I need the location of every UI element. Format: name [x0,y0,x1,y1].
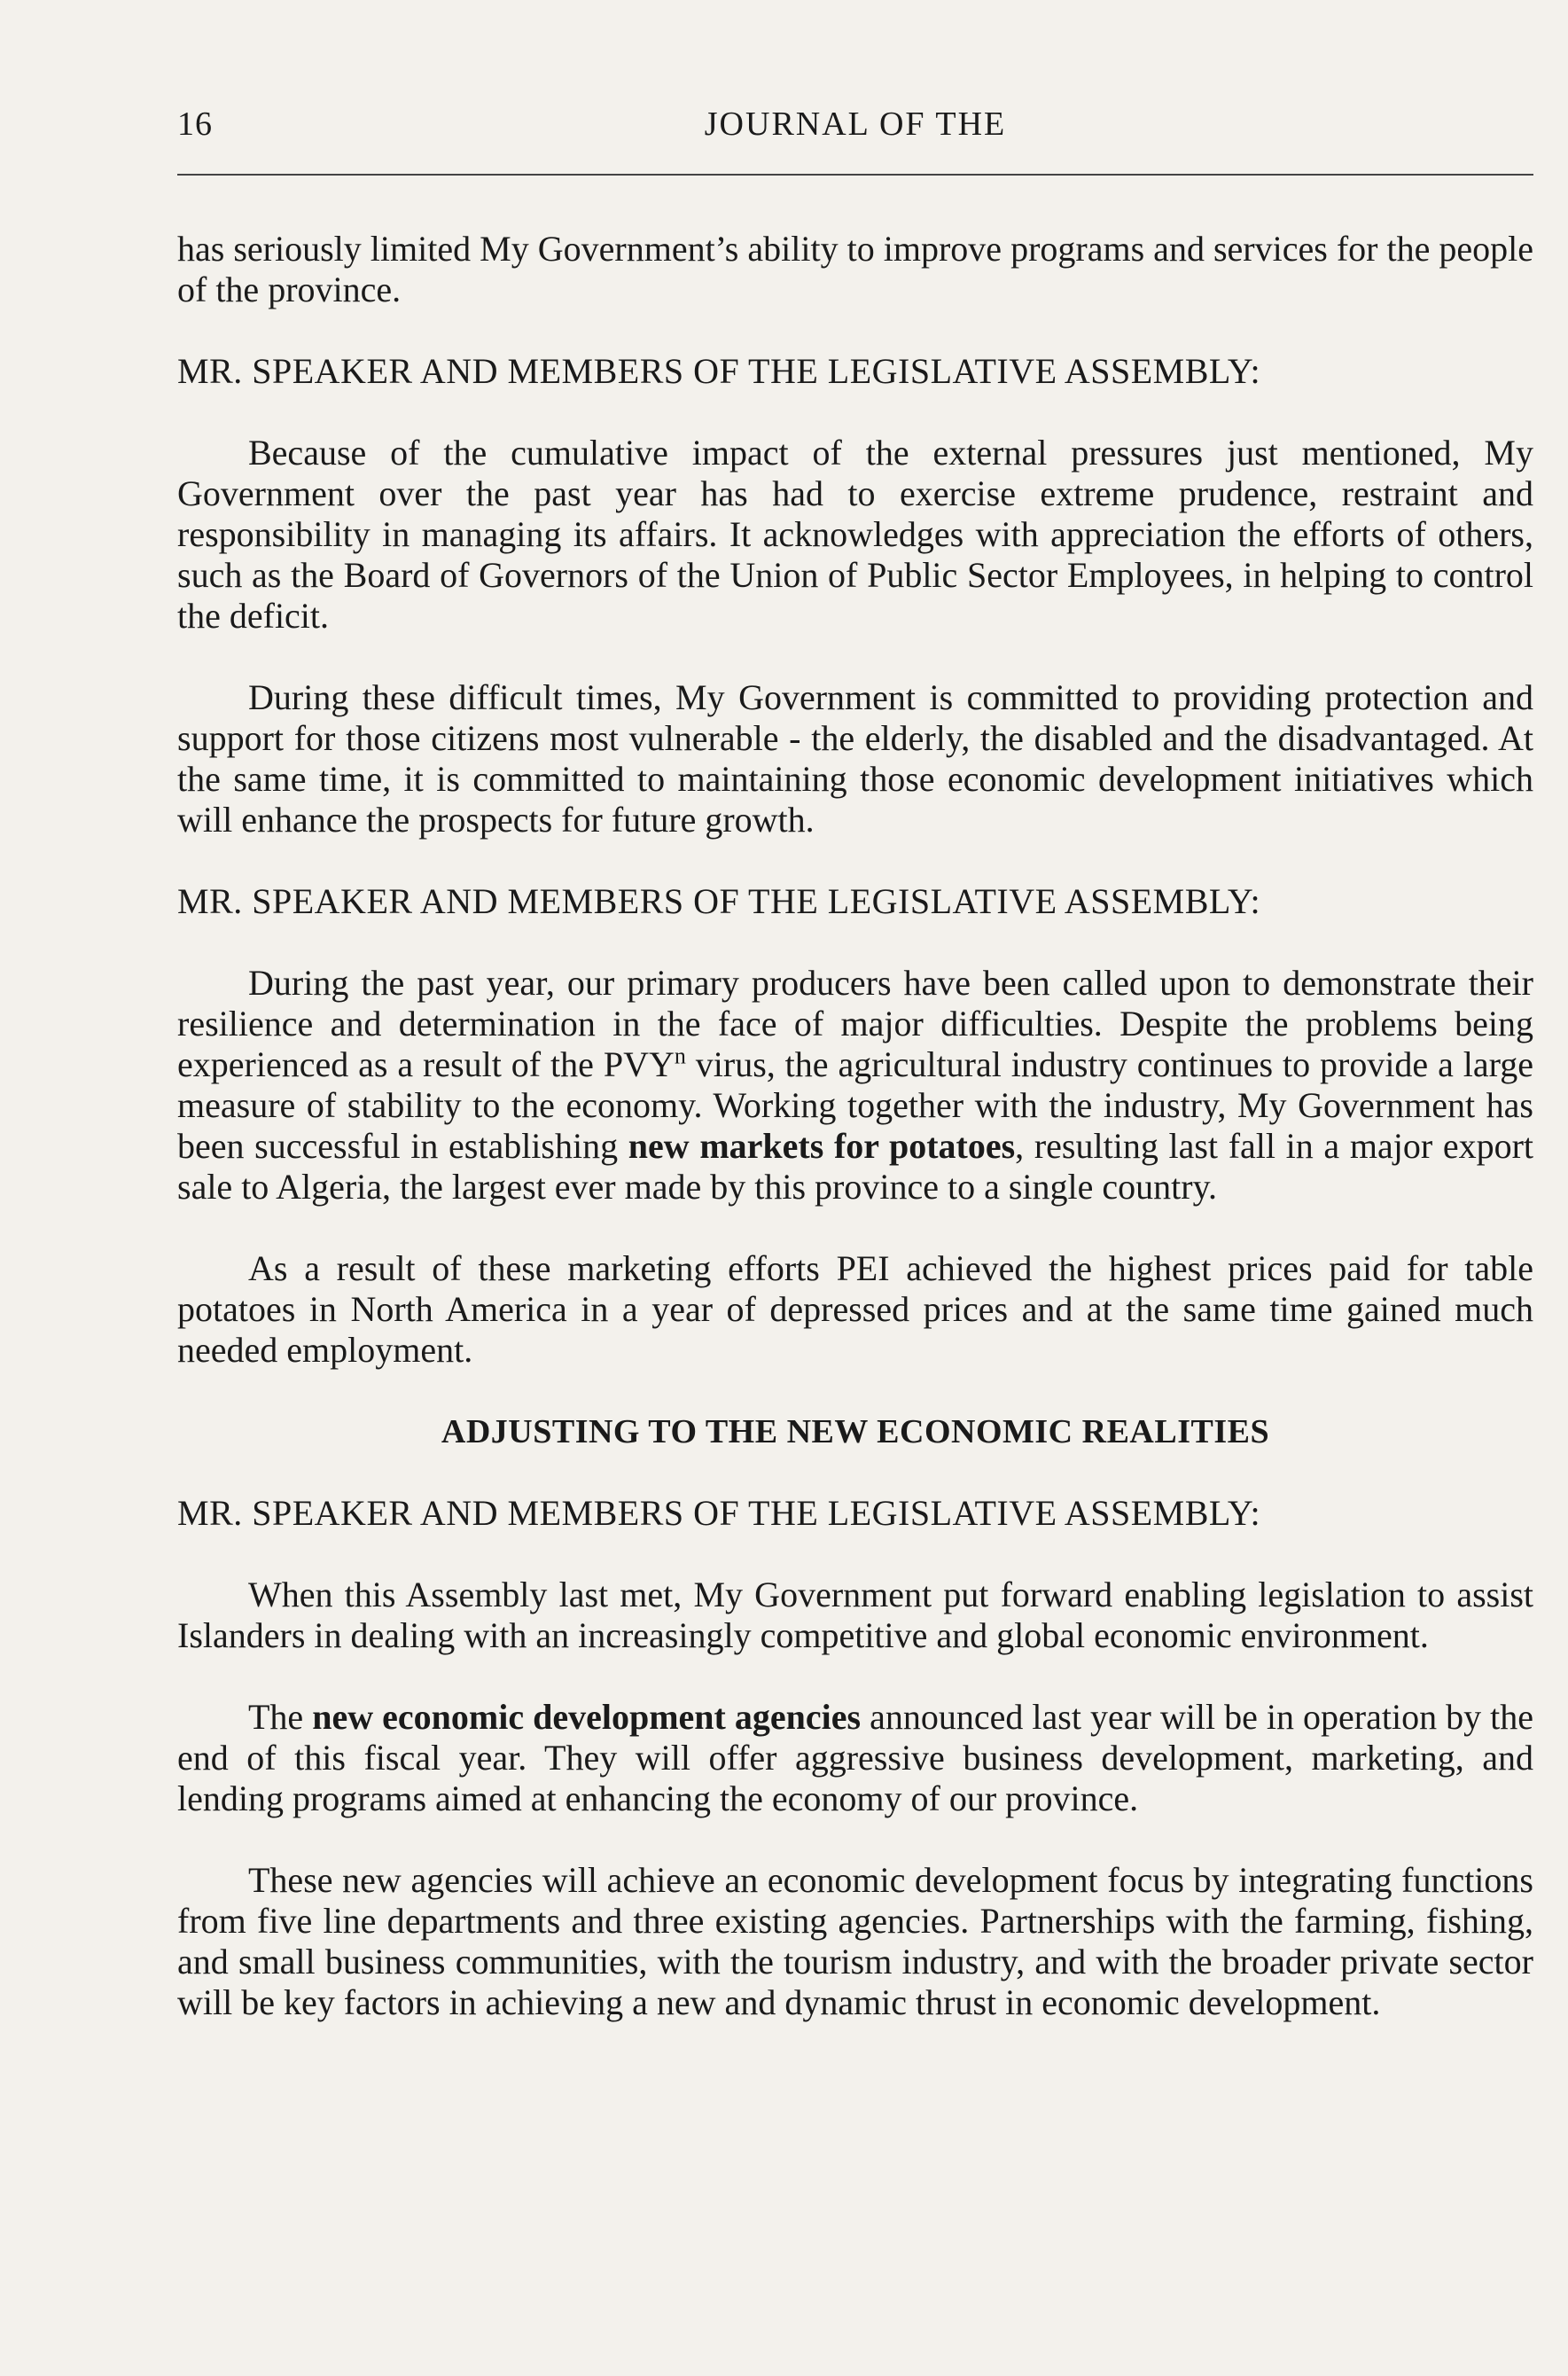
paragraph-primary-producers [177,963,1533,1208]
superscript: n [674,1043,686,1069]
text-run: , resulting last fall in a major export sale to Algeria, the largest ever made by this province to a single country. [177,1126,1534,1207]
page-header [177,105,1533,149]
text-run: During the past year, our primary producers have been called upon to demonstrate their resilience and determination in the face of major difficulties. Despite the problems being experienced as a result of the PVY [177,963,1533,1084]
speaker-address: MR. SPEAKER AND MEMBERS OF THE LEGISLATIVE ASSEMBLY: [177,881,1261,921]
text-run: announced last year will be in operation by the end of this fiscal year. They will offer aggressive business development, marketing, and lending programs aimed at enhancing the economy of our province. [177,1697,1533,1818]
journal-page [177,0,1533,2376]
speaker-address: MR. SPEAKER AND MEMBERS OF THE LEGISLATIVE ASSEMBLY: [177,1493,1261,1533]
speaker-address: MR. SPEAKER AND MEMBERS OF THE LEGISLATIVE ASSEMBLY: [177,351,1261,391]
bold-phrase: new markets for potatoes [628,1126,1016,1166]
paragraph-difficult-times: During these difficult times, My Government is committed to providing protection and support for those citizens most vulnerable - the elderly, the disabled and the disadvantaged. At the same time, it is committed to maintaining those economic development initiatives which will enhance the prospects for future growth. [177,677,1533,840]
bold-phrase: new economic development agencies [312,1697,862,1737]
header-rule [177,174,1533,176]
paragraph-integrating-functions: These new agencies will achieve an economic development focus by integrating functions from five line departments and three existing agencies. Partnerships with the farming, fishing, and small business communities, with the tourism industry, and with the broader private sector will be key factors in achieving a new and dynamic thrust in economic development. [177,1860,1533,2022]
text-run: The [248,1697,313,1737]
running-head: JOURNAL OF THE [704,106,1007,143]
paragraph-enabling-legislation: When this Assembly last met, My Government put forward enabling legislation to assist Islanders in dealing with an increasingly competitive and global economic environment. [177,1575,1533,1655]
paragraph-new-agencies [177,1697,1533,1819]
page-number: 16 [177,106,213,143]
paragraph-marketing-efforts: As a result of these marketing efforts PEI achieved the highest prices paid for table potatoes in North America in a year of depressed prices and at the same time gained much needed employment. [177,1248,1533,1370]
text-run: virus, the agricultural industry continues to provide a large measure of stability to the economy. Working together with the industry, My Government has been successful in establishing [177,1044,1533,1166]
section-heading: ADJUSTING TO THE NEW ECONOMIC REALITIES [441,1413,1270,1450]
body-text [177,229,1533,2064]
paragraph-cumulative-impact: Because of the cumulative impact of the external pressures just mentioned, My Government over the past year has had to exercise extreme prudence, restraint and responsibility in managing its affairs. It acknowledges with appreciation the efforts of others, such as the Board of Governors of the Union of Public Sector Employees, in helping to control the deficit. [177,433,1533,636]
paragraph-continuation: has seriously limited My Government’s ability to improve programs and services for the people of the province. [177,229,1533,309]
